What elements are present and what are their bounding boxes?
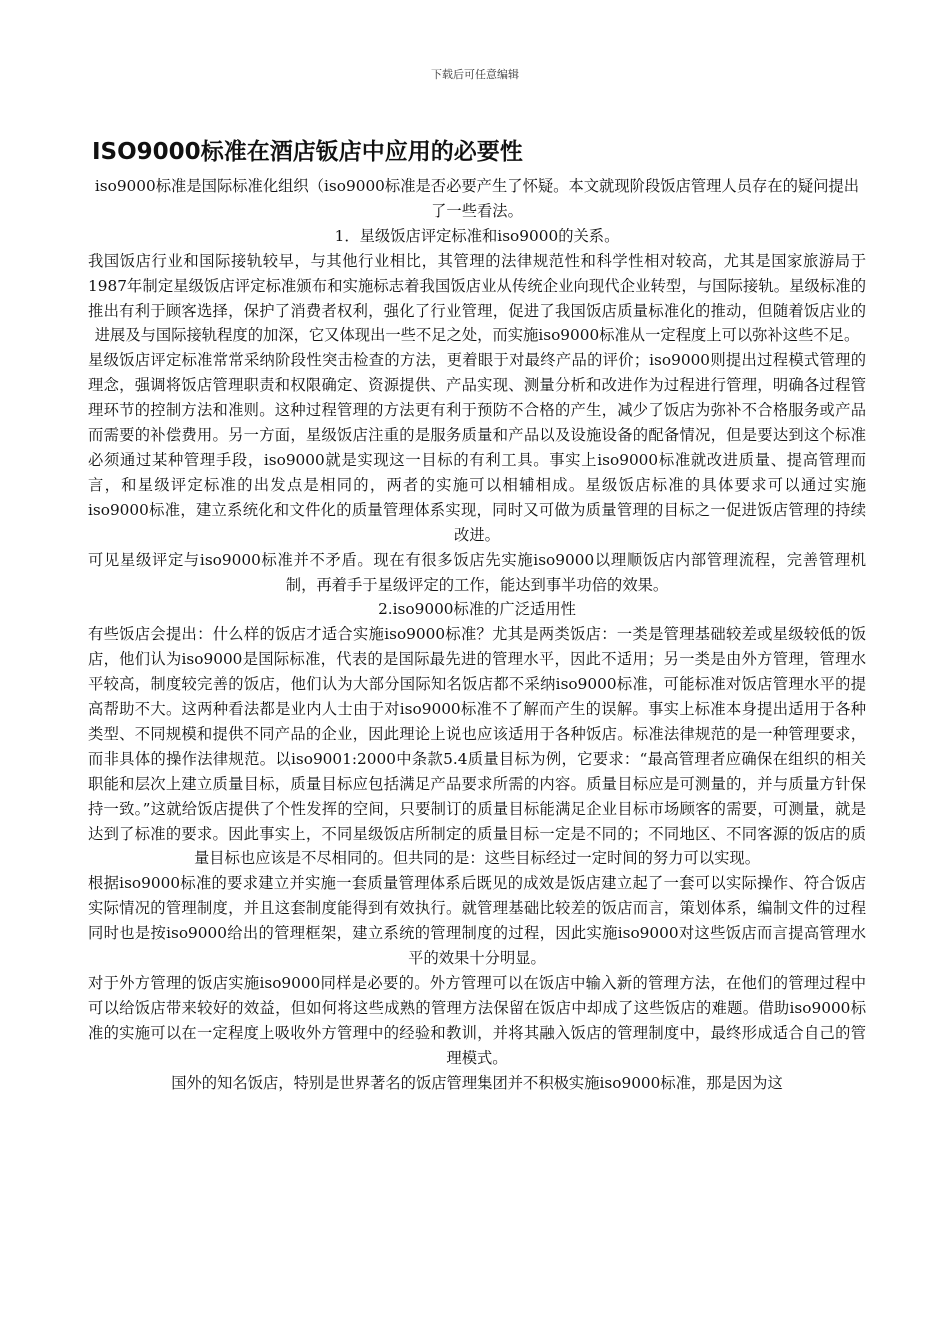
body-paragraph: 国外的知名饭店，特别是世界著名的饭店管理集团并不积极实施iso9000标准，那是因为这 xyxy=(171,1073,783,1092)
section-heading-2: 2.iso9000标准的广泛适用性 xyxy=(378,600,576,619)
section-heading-1: 1．星级饭店评定标准和iso9000的关系。 xyxy=(334,226,620,245)
body-paragraph: 对于外方管理的饭店实施iso9000同样是必要的。外方管理可以在饭店中输入新的管理方法，在他们的管理过程中可以给饭店带来较好的效益，但如何将这些成熟的管理方法保留在饭店中却成了这些饭店的难题。借助iso9000标准的实施可以在一定程度上吸收外方管理中的经验和教训，并将其融入饭店的管理制度中，最终形成适合自己的管理模式。 xyxy=(88,974,866,1067)
body-paragraph: 星级饭店评定标准常常采纳阶段性突击检查的方法，更着眼于对最终产品的评价；iso9000则提出过程模式管理的理念，强调将饭店管理职责和权限确定、资源提供、产品实现、测量分析和改进作为过程进行管理，明确各过程管理环节的控制方法和准则。这种过程管理的方法更有利于预防不合格的产生，减少了饭店为弥补不合格服务或产品而需要的补偿费用。另一方面，星级饭店注重的是服务质量和产品以及设施设备的配备情况，但是要达到这个标准必须通过某种管理手段，iso9000就是实现这一目标的有利工具。事实上iso9000标准就改进质量、提高管理而言，和星级评定标准的出发点是相同的，两者的实施可以相辅相成。星级饭店标准的具体要求可以通过实施iso9000标准，建立系统化和文件化的质量管理体系实现，同时又可做为质量管理的目标之一促进饭店管理的持续改进。 xyxy=(88,351,866,544)
body-paragraph: 我国饭店行业和国际接轨较早，与其他行业相比，其管理的法律规范性和科学性相对较高，尤其是国家旅游局于1987年制定星级饭店评定标准颁布和实施标志着我国饭店业从传统企业向现代企业转型，与国际接轨。星级标准的推出有利于顾客选择，保护了消费者权利，强化了行业管理，促进了我国饭店质量标准化的推动，但随着饭店业的进展及与国际接轨程度的加深，它又体现出一些不足之处，而实施iso9000标准从一定程度上可以弥补这些不足。 xyxy=(88,251,866,345)
document-title: ISO9000标准在酒店钣店中应用的必要性 xyxy=(92,139,523,165)
intro-paragraph: iso9000标准是国际标准化组织（iso9000标准是否必要产生了怀疑。本文就现阶段饭店管理人员存在的疑问提出了一些看法。 xyxy=(94,177,860,220)
page-header: 下载后可任意编辑 xyxy=(431,68,519,81)
body-paragraph: 可见星级评定与iso9000标准并不矛盾。现在有很多饭店先实施iso9000以理顺饭店内部管理流程，完善管理机制，再着手于星级评定的工作，能达到事半功倍的效果。 xyxy=(88,550,866,594)
body-paragraph: 根据iso9000标准的要求建立并实施一套质量管理体系后既见的成效是饭店建立起了一套可以实际操作、符合饭店实际情况的管理制度，并且这套制度能得到有效执行。就管理基础比较差的饭店而言，策划体系，编制文件的过程同时也是按iso9000给出的管理框架，建立系统的管理制度的过程，因此实施iso9000对这些饭店而言提高管理水平的效果十分明显。 xyxy=(88,874,866,968)
body-paragraph: 有些饭店会提出：什么样的饭店才适合实施iso9000标准？尤其是两类饭店：一类是管理基础较差或星级较低的饭店，他们认为iso9000是国际标准，代表的是国际最先进的管理水平，因此不适用；另一类是由外方管理，管理水平较高，制度较完善的饭店，他们认为大部分国际知名饭店都不采纳iso9000标准，可能标准对饭店管理水平的提高帮助不大。这两种看法都是业内人士由于对iso9000标准不了解而产生的误解。事实上标准本身提出适用于各种类型、不同规模和提供不同产品的企业，因此理论上说也应该适用于各种饭店。标准法律规范的是一种管理要求，而非具体的操作法律规范。以iso9001:2000中条款5.4质量目标为例，它要求：“最高管理者应确保在组织的相关职能和层次上建立质量目标，质量目标应包括满足产品要求所需的内容。质量目标应是可测量的，并与质量方针保持一致。”这就给饭店提供了个性发挥的空间，只要制订的质量目标能满足企业目标市场顾客的需要，可测量，就是达到了标准的要求。因此事实上，不同星级饭店所制定的质量目标一定是不同的；不同地区、不同客源的饭店的质量目标也应该是不尽相同的。但共同的是：这些目标经过一定时间的努力可以实现。 xyxy=(88,625,866,868)
document-body xyxy=(88,174,866,1096)
